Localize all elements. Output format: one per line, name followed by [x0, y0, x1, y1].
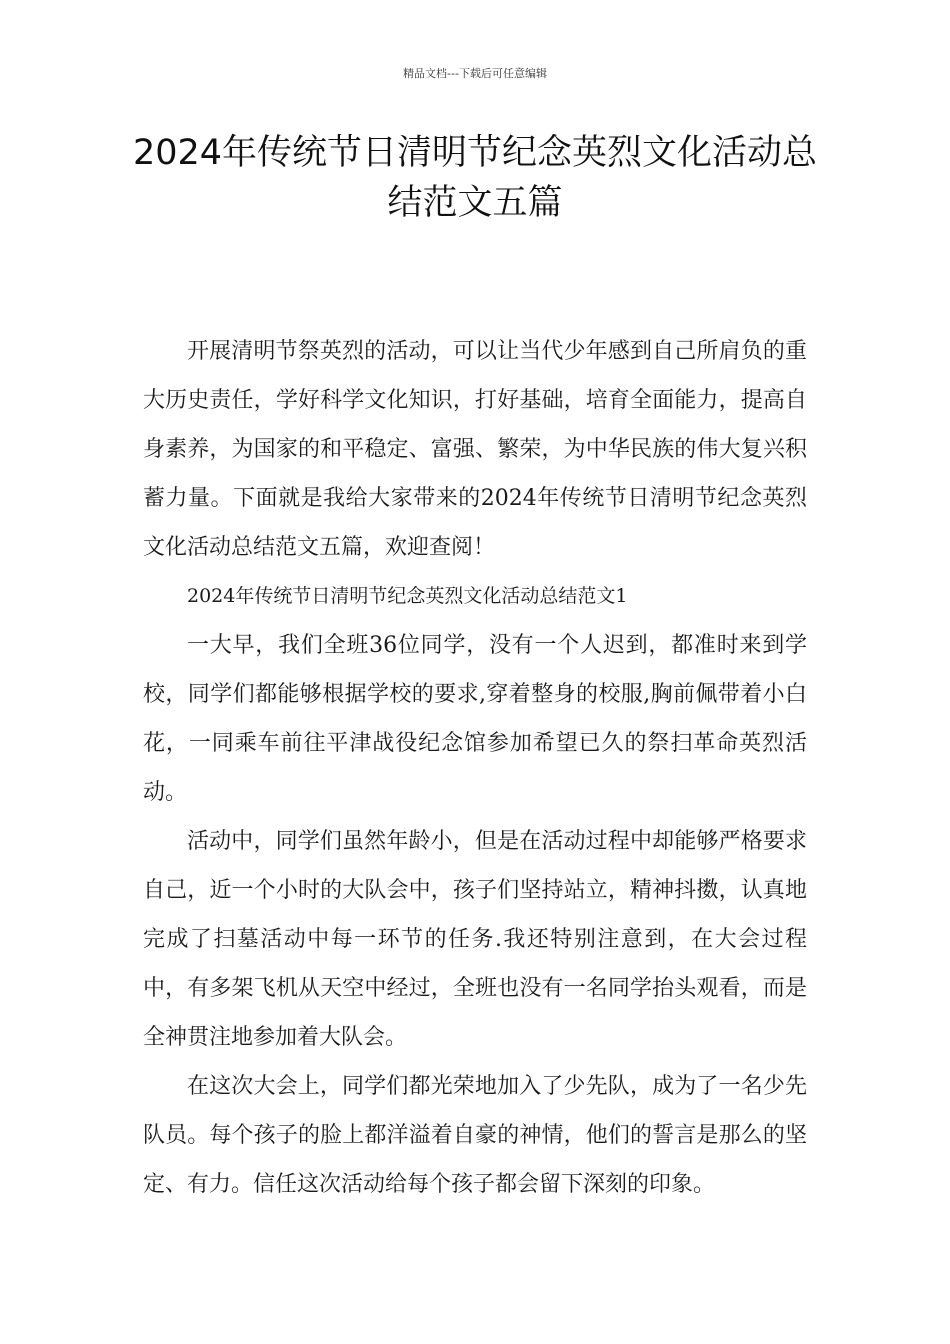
page-header-watermark: 精品文档---下载后可任意编辑: [403, 67, 547, 80]
intro-paragraph: 开展清明节祭英烈的活动，可以让当代少年感到自己所肩负的重大历史责任，学好科学文化知识，打好基础，培育全面能力，提高自身素养，为国家的和平稳定、富强、繁荣，为中华民族的伟大复兴积蓄力量。下面就是我给大家带来的2024年传统节日清明节纪念英烈文化活动总结范文五篇，欢迎查阅！: [143, 339, 807, 560]
document-body: [143, 327, 807, 1209]
body-paragraph-2: 活动中，同学们虽然年龄小，但是在活动过程中却能够严格要求自己，近一个小时的大队会中，孩子们坚持站立，精神抖擞，认真地完成了扫墓活动中每一环节的任务.我还特别注意到，在大会过程中，有多架飞机从天空中经过，全班也没有一名同学抬头观看，而是全神贯注地参加着大队会。: [143, 829, 807, 1050]
body-paragraph-1: 一大早，我们全班36位同学，没有一个人迟到，都准时来到学校，同学们都能够根据学校的要求,穿着整身的校服,胸前佩带着小白花，一同乘车前往平津战役纪念馆参加希望已久的祭扫革命英烈活动。: [143, 633, 807, 805]
document-title: 2024年传统节日清明节纪念英烈文化活动总结范文五篇: [132, 133, 818, 223]
section-heading: 2024年传统节日清明节纪念英烈文化活动总结范文1: [187, 585, 628, 607]
body-paragraph-3: 在这次大会上，同学们都光荣地加入了少先队，成为了一名少先队员。每个孩子的脸上都洋溢着自豪的神情，他们的誓言是那么的坚定、有力。信任这次活动给每个孩子都会留下深刻的印象。: [143, 1074, 807, 1197]
